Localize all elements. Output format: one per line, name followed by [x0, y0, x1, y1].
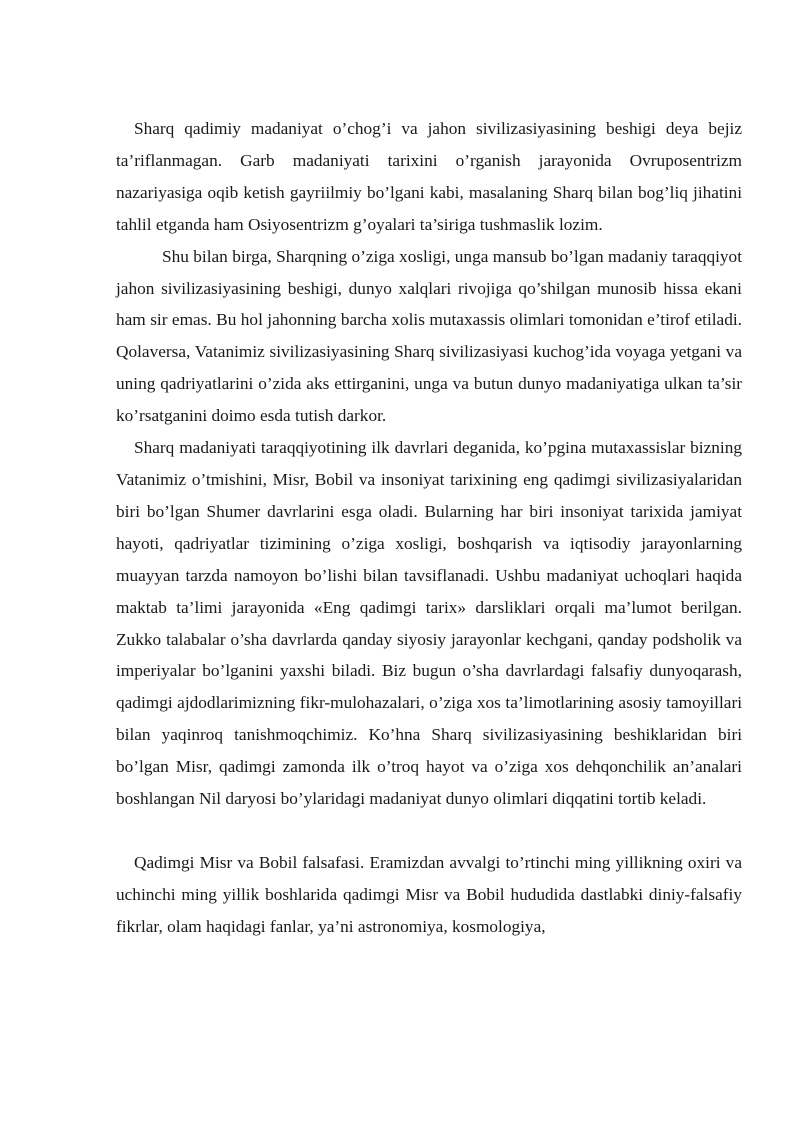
- paragraph-3: Sharq madaniyati taraqqiyotining ilk davrlari deganida, ko’pgina mutaxassislar bizning Vatanimiz o’tmishini, Misr, Bobil va insoniyat tarixining eng qadimgi sivilizasiyalaridan biri bo’lgan Shumer davrlarini esga oladi. Bularning har biri insoniyat tarixida jamiyat hayoti, qadriyatlar tizimining o’ziga xosligi, boshqarish va iqtisodiy jarayonlarning muayyan tarzda namoyon bo’lishi bilan tavsiflanadi. Ushbu madaniyat uchoqlari haqida maktab ta’limi jarayonida «Eng qadimgi tarix» darsliklari orqali ma’lumot berilgan. Zukko talabalar o’sha davrlarda qanday siyosiy jarayonlar kechgani, qanday podsholik va imperiyalar bo’lganini yaxshi biladi. Biz bugun o’sha davrlardagi falsafiy dunyoqarash, qadimgi ajdodlarimizning fikr-mulohazalari, o’ziga xos ta’limotlarining asosiy tamoyillari bilan yaqinroq tanishmoqchimiz. Ko’hna Sharq sivilizasiyasining beshiklaridan biri bo’lgan Misr, qadimgi zamonda ilk o’troq hayot va o’ziga xos dehqonchilik an’analari boshlangan Nil daryosi bo’ylaridagi madaniyat dunyo olimlari diqqatini tortib keladi.: [116, 438, 742, 809]
- paragraph-4: Qadimgi Misr va Bobil falsafasi. Eramizdan avvalgi to’rtinchi ming yillikning oxiri va uchinchi ming yillik boshlarida qadimgi Misr va Bobil hududida dastlabki diniy-falsafiy fikrlar, olam haqidagi fanlar, ya’ni astronomiya, kosmologiya,: [116, 852, 742, 936]
- paragraph-2: Shu bilan birga, Sharqning o’ziga xosligi, unga mansub bo’lgan madaniy taraqqiyot jahon sivilizasiyasining beshigi, dunyo xalqlari rivojiga qo’shilgan munosib hissa ekani ham sir emas. Bu hol jahonning barcha xolis mutaxassis olimlari tomonidan e’tirof etiladi. Qolaversa, Vatanimiz sivilizasiyasining Sharq sivilizasiyasi kuchog’ida voyaga yetgani va uning qadriyatlarini o’zida aks ettirganini, unga va butun dunyo madaniyatiga ulkan ta’sir ko’rsatganini doimo esda tutish darkor.: [116, 246, 742, 426]
- paragraph-1: Sharq qadimiy madaniyat o’chog’i va jahon sivilizasiyasining beshigi deya bejiz ta’riflanmagan. Garb madaniyati tarixini o’rganish jarayonida Ovruposentrizm nazariyasiga oqib ketish gayriilmiy bo’lgani kabi, masalaning Sharq bilan bog’liq jihatini tahlil etganda ham Osiyosentrizm g’oyalari ta’siriga tushmaslik lozim.: [116, 119, 742, 234]
- paragraph-spacer: [116, 815, 742, 847]
- document-body: [116, 113, 742, 943]
